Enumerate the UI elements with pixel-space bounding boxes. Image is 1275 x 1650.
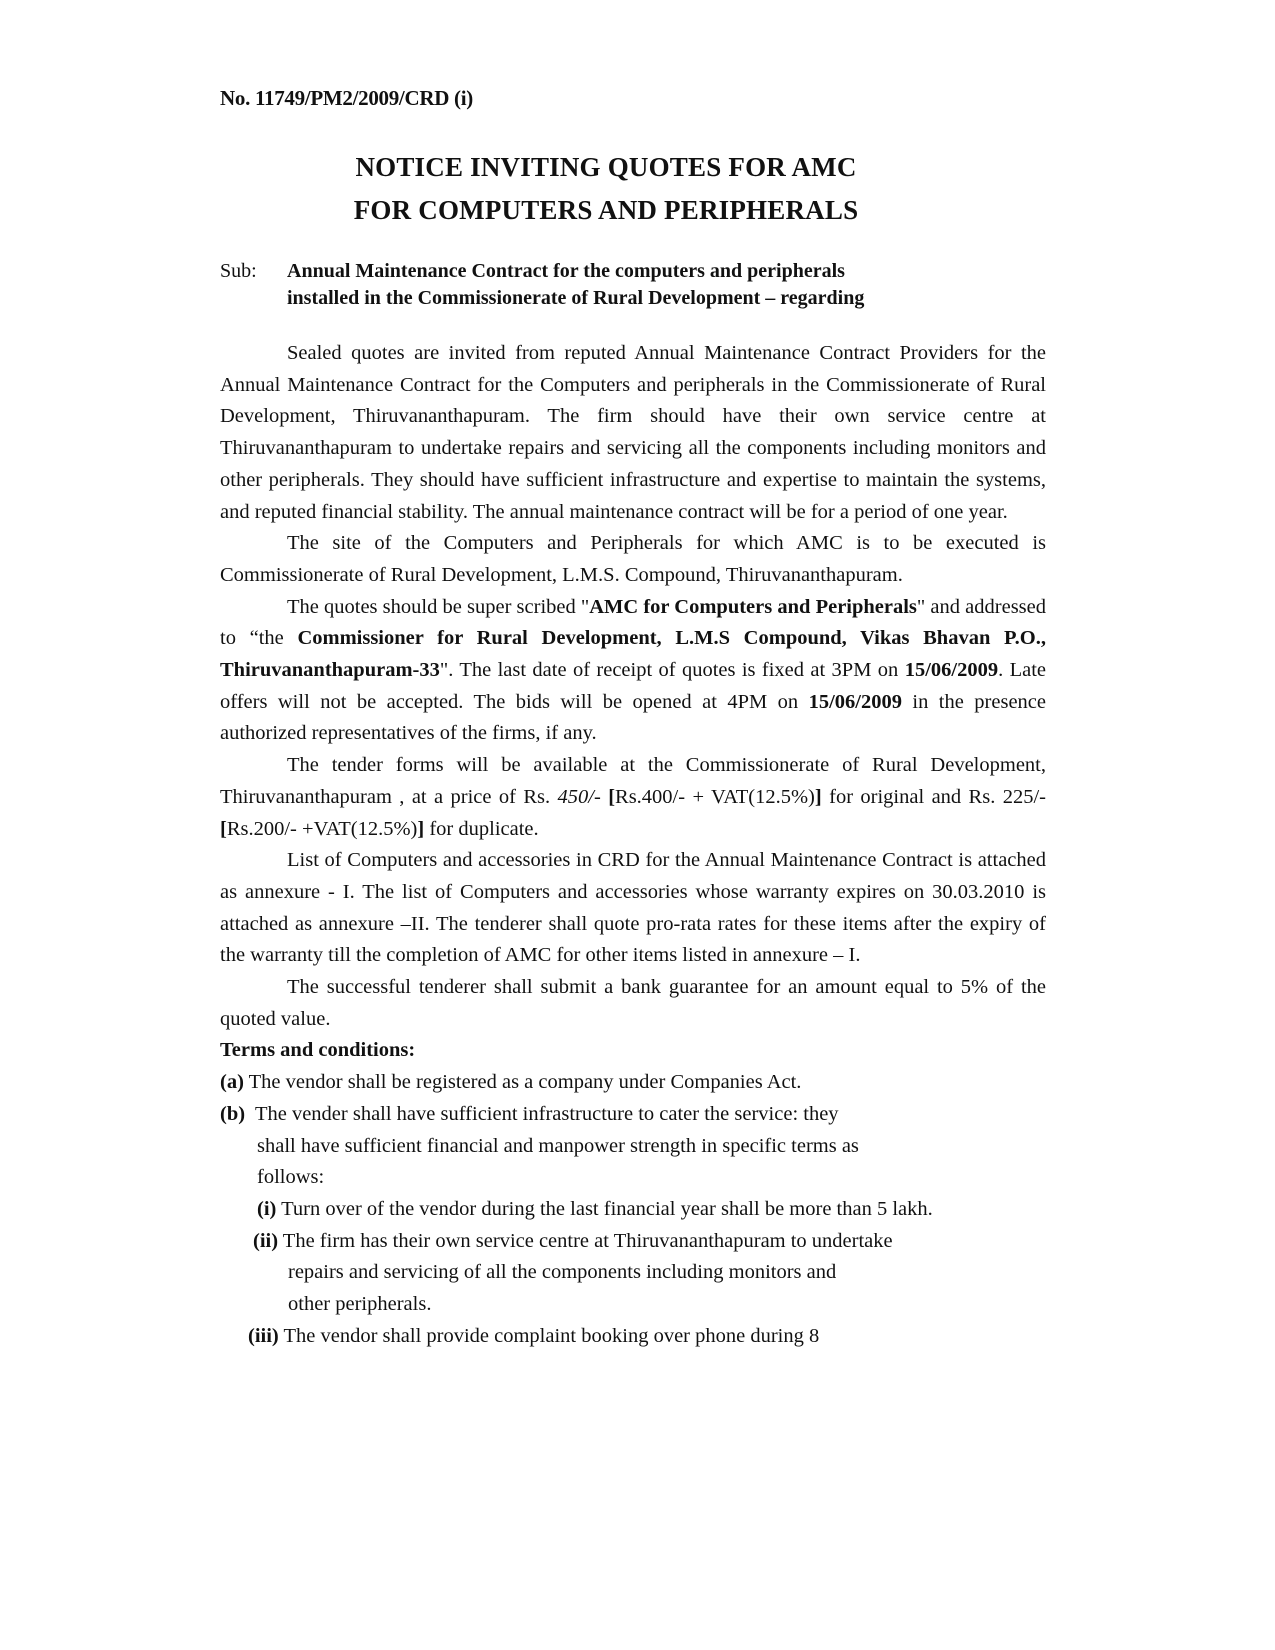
term-label: (ii) xyxy=(253,1229,279,1252)
deadline-date: 15/06/2009 xyxy=(904,659,999,682)
bracket: [ xyxy=(608,785,616,808)
term-label: (iii) xyxy=(248,1324,279,1347)
text-run: . Late offers will not be accepted. The bids will be opened at 4PM on xyxy=(220,659,1047,713)
text-run: ". The last date of receipt of quotes is fixed at 3PM on xyxy=(439,659,905,682)
term-label: (b) xyxy=(220,1102,246,1125)
text-run: for duplicate. xyxy=(424,817,539,840)
reference-number: No. 11749/PM2/2009/CRD (i) xyxy=(220,86,473,110)
text-run: The quotes should be super scribed " xyxy=(287,595,590,618)
document-body xyxy=(220,338,1046,1353)
text-run: " and addressed to “the xyxy=(220,595,1047,650)
paragraph-tender-forms xyxy=(220,750,1046,845)
term-b-i xyxy=(220,1194,1046,1226)
terms-heading: Terms and conditions: xyxy=(220,1039,416,1062)
paragraph-submission xyxy=(220,592,1046,751)
term-text: Turn over of the vendor during the last financial year shall be more than 5 lakh. xyxy=(276,1197,933,1220)
term-text: The vendor shall be registered as a company under Companies Act. xyxy=(243,1071,802,1094)
document-title xyxy=(220,146,992,232)
subject-label: Sub: xyxy=(220,260,257,282)
term-b-ii xyxy=(220,1226,1046,1321)
term-b xyxy=(220,1099,1046,1194)
term-label: (i) xyxy=(257,1197,277,1220)
bracket: [ xyxy=(220,817,227,840)
term-b-iii xyxy=(220,1321,1046,1353)
text-run: The tender forms will be available at the Commissionerate of Rural Development, Thiruvananthapuram , at a price of Rs. xyxy=(220,754,1046,808)
text-run: - xyxy=(593,785,609,808)
bracket: ] xyxy=(814,785,822,808)
term-label: (a) xyxy=(220,1071,244,1094)
address-text: Commissioner for Rural Development, L.M.S Compound, Vikas Bhavan P.O., Thiruvananthapuram-33 xyxy=(220,627,1046,682)
term-text: repairs and servicing of all the components including monitors and xyxy=(288,1261,837,1284)
opening-date: 15/06/2009 xyxy=(808,690,902,713)
term-text: shall have sufficient financial and manpower strength in specific terms as xyxy=(257,1134,859,1157)
term-a xyxy=(220,1067,1046,1099)
bracket: ] xyxy=(417,817,425,840)
price-original: 450/ xyxy=(557,785,594,808)
term-text: The firm has their own service centre at Thiruvananthapuram to undertake xyxy=(278,1229,893,1252)
paragraph-invitation: Sealed quotes are invited from reputed Annual Maintenance Contract Providers for the Annual Maintenance Contract for the Computers and peripherals in the Commissionerate of Rural Development, Thiruvananthapuram. The firm should have their own service centre at Thiruvananthapuram to undertake repairs and servicing all the components including monitors and other peripherals. They should have sufficient infrastructure and expertise to maintain the systems, and reputed financial stability. The annual maintenance contract will be for a period of one year. xyxy=(220,342,1046,523)
price-breakdown-duplicate: Rs.200/- +VAT(12.5%) xyxy=(226,817,418,840)
paragraph-annexures: List of Computers and accessories in CRD for the Annual Maintenance Contract is attached as annexure - I. The list of Computers and accessories whose warranty expires on 30.03.2010 is attached as annexure –II. The tenderer shall quote pro-rata rates for these items after the expiry of the warranty till the completion of AMC for other items listed in annexure – I. xyxy=(220,849,1046,967)
title-line-2: FOR COMPUTERS AND PERIPHERALS xyxy=(353,195,859,225)
subject-line-1: Annual Maintenance Contract for the computers and peripherals xyxy=(287,260,845,282)
subject-block xyxy=(220,258,1046,312)
paragraph-site: The site of the Computers and Peripherals for which AMC is to be executed is Commissionerate of Rural Development, L.M.S. Compound, Thiruvananthapuram. xyxy=(220,532,1046,586)
term-text: follows: xyxy=(257,1166,325,1189)
text-run: for original and Rs. 225/- xyxy=(821,785,1047,808)
text-run: in the presence authorized representatives of the firms, if any. xyxy=(220,690,1046,745)
subject-line-2: installed in the Commissionerate of Rural Development – regarding xyxy=(287,287,865,309)
price-breakdown-original: Rs.400/- + VAT(12.5%) xyxy=(615,785,815,808)
term-text: other peripherals. xyxy=(288,1293,432,1316)
term-text: The vendor shall provide complaint booking over phone during 8 xyxy=(278,1324,820,1347)
subject-text xyxy=(287,258,1046,312)
title-line-1: NOTICE INVITING QUOTES FOR AMC xyxy=(355,152,857,182)
paragraph-bank-guarantee: The successful tenderer shall submit a bank guarantee for an amount equal to 5% of the quoted value. xyxy=(220,976,1046,1030)
superscription-text: AMC for Computers and Peripherals xyxy=(589,595,917,618)
term-text: The vender shall have sufficient infrastructure to cater the service: they xyxy=(245,1102,839,1125)
